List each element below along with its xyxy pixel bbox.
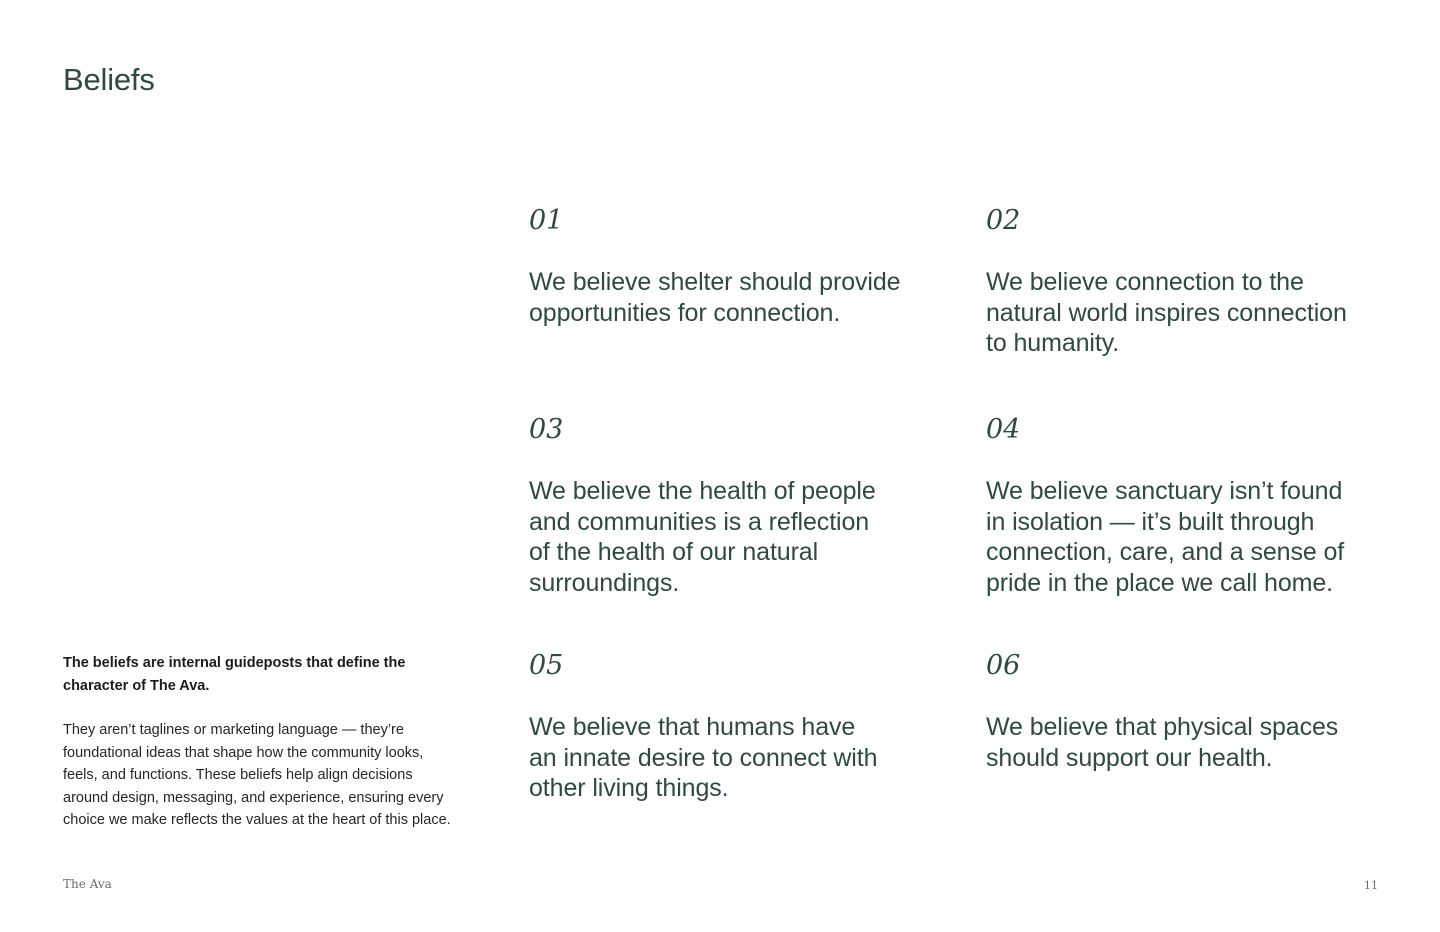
belief-number: 03 — [529, 414, 564, 445]
belief-text: We believe that physical spaces should support our health. — [986, 713, 1339, 772]
belief-item-06 — [986, 652, 1358, 773]
page-number: 11 — [1364, 879, 1378, 892]
belief-item-04 — [986, 416, 1354, 598]
page-title: Beliefs — [63, 62, 155, 97]
belief-number: 01 — [529, 205, 564, 236]
intro-block — [63, 652, 458, 832]
belief-item-03 — [529, 416, 889, 598]
footer-brand: The Ava — [63, 877, 112, 891]
intro-body: They aren’t taglines or marketing language — they’re foundational ideas that shape how the community looks, feels, and functions. These beliefs help align decisions around design, messaging, and experience, ensuring every choice we make reflects the values at the heart of this place. — [63, 722, 451, 828]
belief-text: We believe sanctuary isn’t found in isolation — it’s built through connection, care, and a sense of pride in the place we call home. — [986, 477, 1345, 597]
belief-text: We believe connection to the natural world inspires connection to humanity. — [986, 268, 1347, 357]
belief-text: We believe that humans have an innate desire to connect with other living things. — [529, 713, 878, 802]
belief-number: 04 — [986, 414, 1021, 445]
belief-text: We believe shelter should provide opportunities for connection. — [529, 268, 901, 327]
intro-lead: The beliefs are internal guideposts that define the character of The Ava. — [63, 655, 406, 694]
belief-number: 05 — [529, 650, 564, 681]
belief-item-01 — [529, 207, 919, 328]
belief-number: 02 — [986, 205, 1021, 236]
belief-item-05 — [529, 652, 889, 804]
belief-item-02 — [986, 207, 1358, 359]
belief-text: We believe the health of people and communities is a reflection of the health of our natural surroundings. — [529, 477, 876, 597]
belief-number: 06 — [986, 650, 1021, 681]
